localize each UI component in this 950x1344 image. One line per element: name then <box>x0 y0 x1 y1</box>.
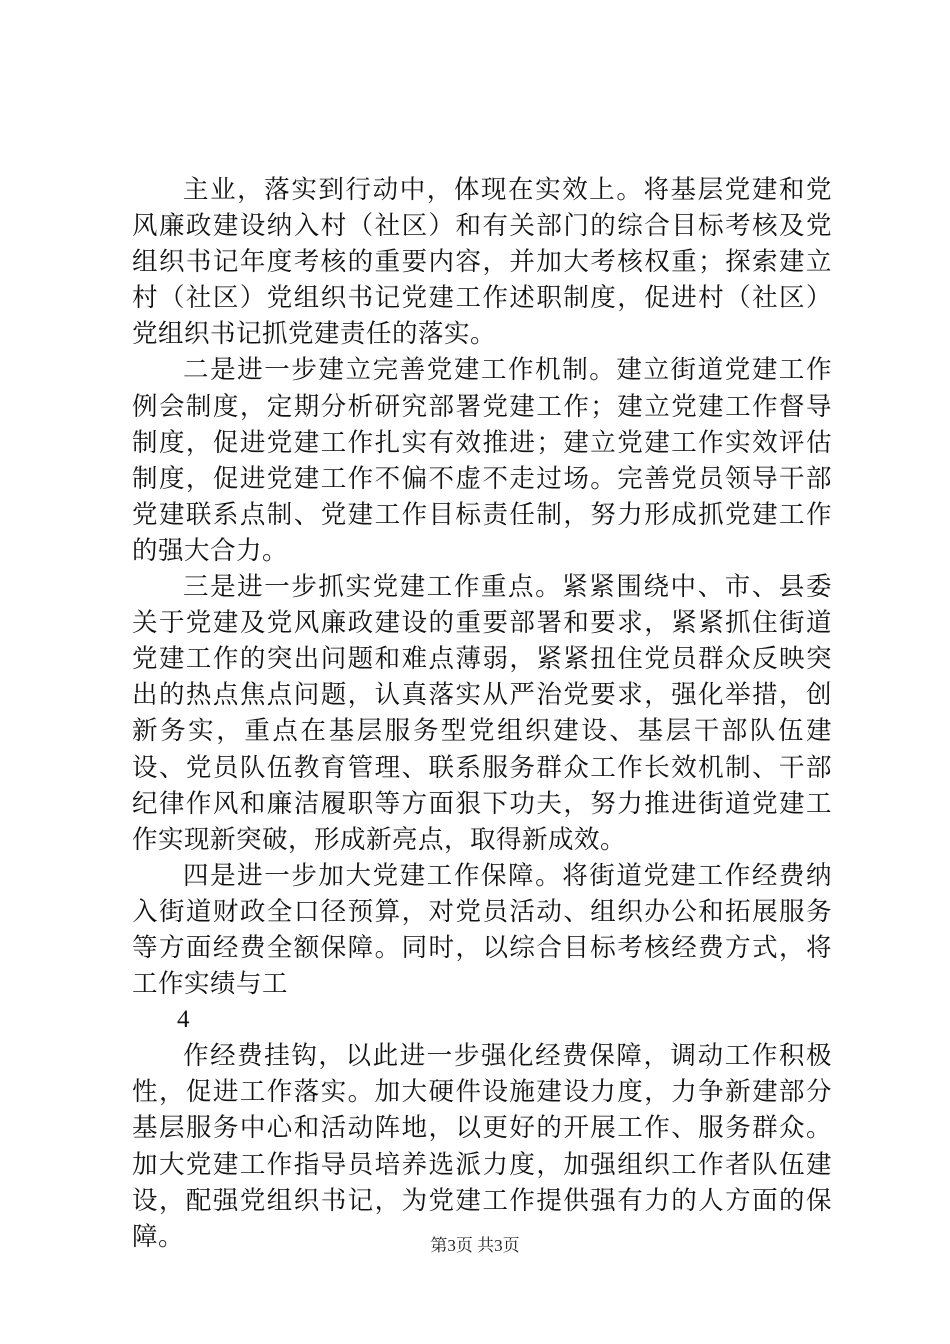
inline-page-number: 4 <box>177 1006 190 1034</box>
paragraph-responsibility: 主业，落实到行动中，体现在实效上。将基层党建和党风廉政建设纳入村（社区）和有关部门的综合目标考核及党组织书记年度考核的重要内容，并加大考核权重；探索建立村（社区）党组织书记党建工作述职制度，促进村（社区）党组织书记抓党建责任的落实。 <box>132 175 832 350</box>
paragraph-key-work: 三是进一步抓实党建工作重点。紧紧围绕中、市、县委关于党建及党风廉政建设的重要部署和要求，紧紧抓住街道党建工作的突出问题和难点薄弱，紧紧扭住党员群众反映突出的热点焦点问题，认真落实从严治党要求，强化举措，创新务实，重点在基层服务型党组织建设、基层干部队伍建设、党员队伍教育管理、联系服务群众工作长效机制、干部纪律作风和廉洁履职等方面狠下功夫，努力推进街道党建工作实现新突破，形成新亮点，取得新成效。 <box>132 572 832 855</box>
paragraph-guarantee: 四是进一步加大党建工作保障。将街道党建工作经费纳入街道财政全口径预算，对党员活动、组织办公和拓展服务等方面经费全额保障。同时，以综合目标考核经费方式，将工作实绩与工 <box>132 860 832 1000</box>
page-footer: 第3页 共3页 <box>430 1236 520 1255</box>
document-body <box>132 172 832 1255</box>
paragraph-continuation: 作经费挂钩，以此进一步强化经费保障，调动工作积极性，促进工作落实。加大硬件设施建设力度，力争新建部分基层服务中心和活动阵地，以更好的开展工作、服务群众。加大党建工作指导员培养选派力度，加强组织工作者队伍建设，配强党组织书记，为党建工作提供强有力的人方面的保障。 <box>132 1041 832 1252</box>
paragraph-mechanism: 二是进一步建立完善党建工作机制。建立街道党建工作例会制度，定期分析研究部署党建工作；建立党建工作督导制度，促进党建工作扎实有效推进；建立党建工作实效评估制度，促进党建工作不偏不虚不走过场。完善党员领导干部党建联系点制、党建工作目标责任制，努力形成抓党建工作的强大合力。 <box>132 355 832 566</box>
